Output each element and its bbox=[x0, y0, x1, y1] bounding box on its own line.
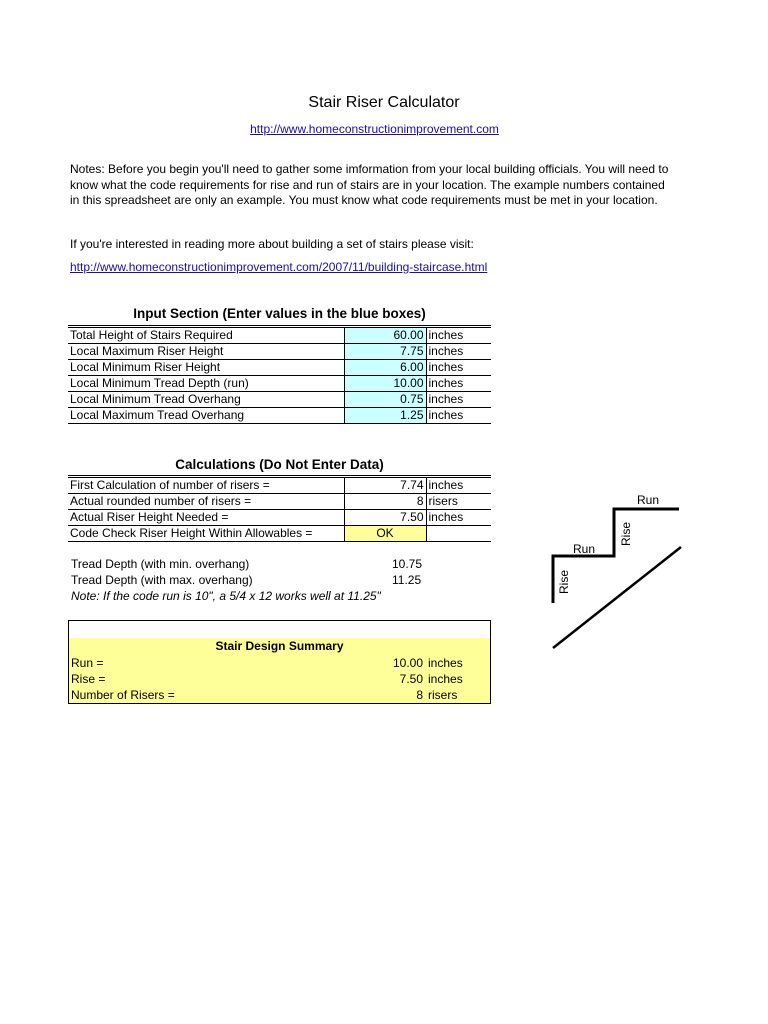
calc-table bbox=[68, 475, 491, 542]
table-row bbox=[68, 360, 491, 376]
calc-label: First Calculation of number of risers = bbox=[68, 477, 344, 494]
calc-value: 7.74 bbox=[344, 477, 426, 494]
unit-label: inches bbox=[426, 392, 491, 408]
table-row bbox=[68, 408, 491, 424]
summary-unit: risers bbox=[428, 688, 458, 702]
run-label-lower: Run bbox=[573, 542, 596, 556]
input-section-title: Input Section (Enter values in the blue boxes) bbox=[133, 306, 426, 321]
run-label-upper: Run bbox=[637, 493, 660, 507]
summary-label: Rise = bbox=[71, 672, 106, 686]
input-value-cell[interactable]: 60.00 bbox=[344, 327, 426, 344]
table-row bbox=[68, 327, 491, 344]
summary-value: 7.50 bbox=[399, 672, 423, 686]
input-value-cell[interactable]: 10.00 bbox=[344, 376, 426, 392]
design-summary-box bbox=[68, 620, 491, 704]
tread-min-value: 10.75 bbox=[392, 557, 423, 571]
summary-label: Number of Risers = bbox=[71, 688, 175, 702]
calc-value: 8 bbox=[344, 494, 426, 510]
calc-value: 7.50 bbox=[344, 510, 426, 526]
unit-label: inches bbox=[426, 510, 491, 526]
code-check-status: OK bbox=[344, 526, 426, 542]
summary-title: Stair Design Summary bbox=[69, 638, 490, 655]
summary-unit: inches bbox=[428, 656, 463, 670]
rise-label-lower: Rise bbox=[557, 569, 571, 594]
table-row bbox=[68, 494, 491, 510]
tread-max-label: Tread Depth (with max. overhang) bbox=[71, 573, 253, 587]
unit-label: risers bbox=[426, 494, 491, 510]
unit-label: inches bbox=[426, 327, 491, 344]
input-value-cell[interactable]: 6.00 bbox=[344, 360, 426, 376]
summary-row bbox=[69, 687, 490, 703]
summary-row bbox=[69, 671, 490, 687]
tread-max-value: 11.25 bbox=[392, 573, 422, 587]
table-row bbox=[68, 477, 491, 494]
table-row bbox=[68, 344, 491, 360]
input-value-cell[interactable]: 7.75 bbox=[344, 344, 426, 360]
page-title: Stair Riser Calculator bbox=[308, 94, 460, 111]
summary-label: Run = bbox=[71, 656, 104, 670]
table-row bbox=[68, 510, 491, 526]
calc-section-title: Calculations (Do Not Enter Data) bbox=[175, 457, 384, 472]
unit-label: inches bbox=[426, 344, 491, 360]
site-link[interactable]: http://www.homeconstructionimprovement.com bbox=[250, 122, 499, 136]
unit-label: inches bbox=[426, 408, 491, 424]
summary-row bbox=[69, 655, 490, 671]
calc-label: Actual Riser Height Needed = bbox=[68, 510, 344, 526]
tread-note: Note: If the code run is 10", a 5/4 x 12 works well at 11.25" bbox=[71, 589, 381, 603]
notes-text: Notes: Before you begin you'll need to gather some imformation from your local building officials. You will need to know what the code requirements for rise and run of stairs are in your location. The example numbers contained in this spreadsheet are only an example. You must know what code requirements must be met in your location. bbox=[70, 162, 669, 207]
input-value-cell[interactable]: 1.25 bbox=[344, 408, 426, 424]
calc-label: Code Check Riser Height Within Allowables = bbox=[68, 526, 344, 542]
input-value-cell[interactable]: 0.75 bbox=[344, 392, 426, 408]
staircase-article-link[interactable]: http://www.homeconstructionimprovement.com/2007/11/building-staircase.html bbox=[70, 260, 488, 274]
rise-label-upper: Rise bbox=[619, 521, 633, 546]
input-label: Local Maximum Tread Overhang bbox=[68, 408, 344, 424]
summary-value: 10.00 bbox=[392, 656, 423, 670]
table-row bbox=[68, 526, 491, 542]
input-label: Local Minimum Tread Depth (run) bbox=[68, 376, 344, 392]
table-row bbox=[68, 376, 491, 392]
table-row bbox=[68, 392, 491, 408]
stair-diagram bbox=[540, 485, 690, 655]
unit-label: inches bbox=[426, 360, 491, 376]
stair-profile bbox=[553, 509, 679, 603]
unit-label: inches bbox=[426, 477, 491, 494]
unit-label: inches bbox=[426, 376, 491, 392]
input-table bbox=[68, 325, 491, 424]
stringer-line bbox=[553, 547, 681, 648]
input-label: Local Minimum Riser Height bbox=[68, 360, 344, 376]
input-label: Local Minimum Tread Overhang bbox=[68, 392, 344, 408]
calc-label: Actual rounded number of risers = bbox=[68, 494, 344, 510]
input-label: Local Maximum Riser Height bbox=[68, 344, 344, 360]
tread-min-label: Tread Depth (with min. overhang) bbox=[71, 557, 250, 571]
summary-value: 8 bbox=[416, 688, 423, 702]
summary-unit: inches bbox=[428, 672, 463, 686]
input-label: Total Height of Stairs Required bbox=[68, 327, 344, 344]
unit-label bbox=[426, 526, 491, 542]
interest-text: If you're interested in reading more about building a set of stairs please visit: bbox=[70, 237, 474, 251]
